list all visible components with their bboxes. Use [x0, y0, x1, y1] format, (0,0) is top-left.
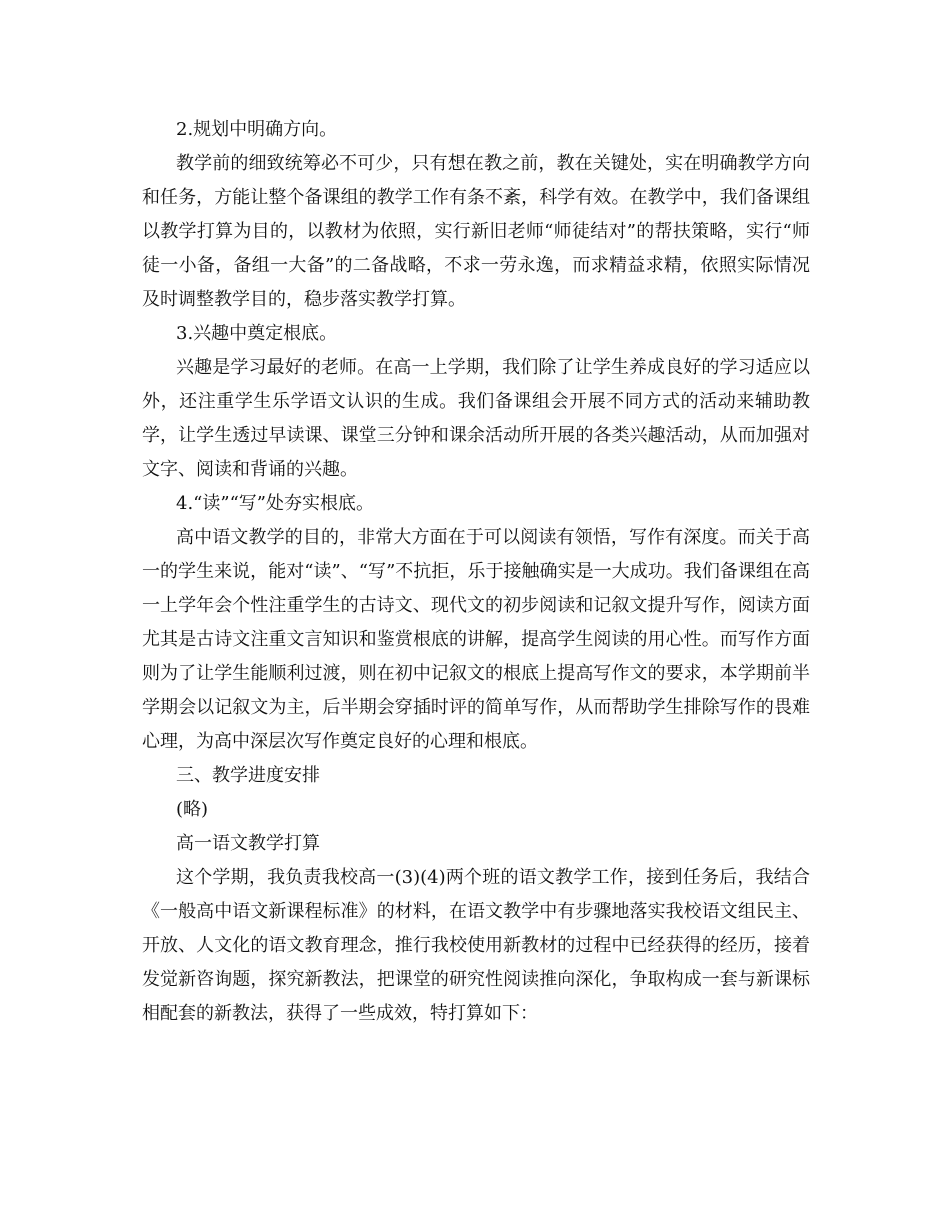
document-2-intro-paragraph: 这个学期，我负责我校高一(3)(4)两个班的语文教学工作，接到任务后，我结合《一般高中语文新课程标准》的材料，在语文教学中有步骤地落实我校语文组民主、开放、人文化的语文教育理念，推行我校使用新教材的过程中已经获得的经历，接着发觉新咨询题，探究新教法，把课堂的研究性阅读推向深化，争取构成一套与新课标相配套的新教法，获得了一些成效，特打算如下： [142, 867, 810, 1024]
document-2-title: 高一语文教学打算 [176, 833, 320, 854]
section-4-heading: 4.“读”“写”处夯实根底。 [176, 493, 374, 514]
part-3-omitted-note: (略) [176, 799, 209, 820]
section-3-heading: 3.兴趣中奠定根底。 [176, 323, 338, 344]
part-3-heading: 三、教学进度安排 [176, 765, 320, 786]
section-2-heading: 2.规划中明确方向。 [176, 119, 338, 140]
section-2-paragraph: 教学前的细致统筹必不可少，只有想在教之前，教在关键处，实在明确教学方向和任务，方能让整个备课组的教学工作有条不紊，科学有效。在教学中，我们备课组以教学打算为目的，以教材为依照，实行新旧老师“师徒结对”的帮扶策略，实行“师徒一小备，备组一大备”的二备战略，不求一劳永逸，而求精益求精，依照实际情况及时调整教学目的，稳步落实教学打算。 [142, 153, 810, 310]
section-3-paragraph: 兴趣是学习最好的老师。在高一上学期，我们除了让学生养成良好的学习适应以外，还注重学生乐学语文认识的生成。我们备课组会开展不同方式的活动来辅助教学，让学生透过早读课、课堂三分钟和课余活动所开展的各类兴趣活动，从而加强对文字、阅读和背诵的兴趣。 [142, 357, 810, 480]
section-4-paragraph: 高中语文教学的目的，非常大方面在于可以阅读有领悟，写作有深度。而关于高一的学生来说，能对“读”、“写”不抗拒，乐于接触确实是一大成功。我们备课组在高一上学年会个性注重学生的古诗文、现代文的初步阅读和记叙文提升写作，阅读方面尤其是古诗文注重文言知识和鉴赏根底的讲解，提高学生阅读的用心性。而写作方面则为了让学生能顺利过渡，则在初中记叙文的根底上提高写作文的要求，本学期前半学期会以记叙文为主，后半期会穿插时评的简单写作，从而帮助学生排除写作的畏难心理，为高中深层次写作奠定良好的心理和根底。 [142, 527, 810, 752]
document-body [142, 113, 810, 1031]
